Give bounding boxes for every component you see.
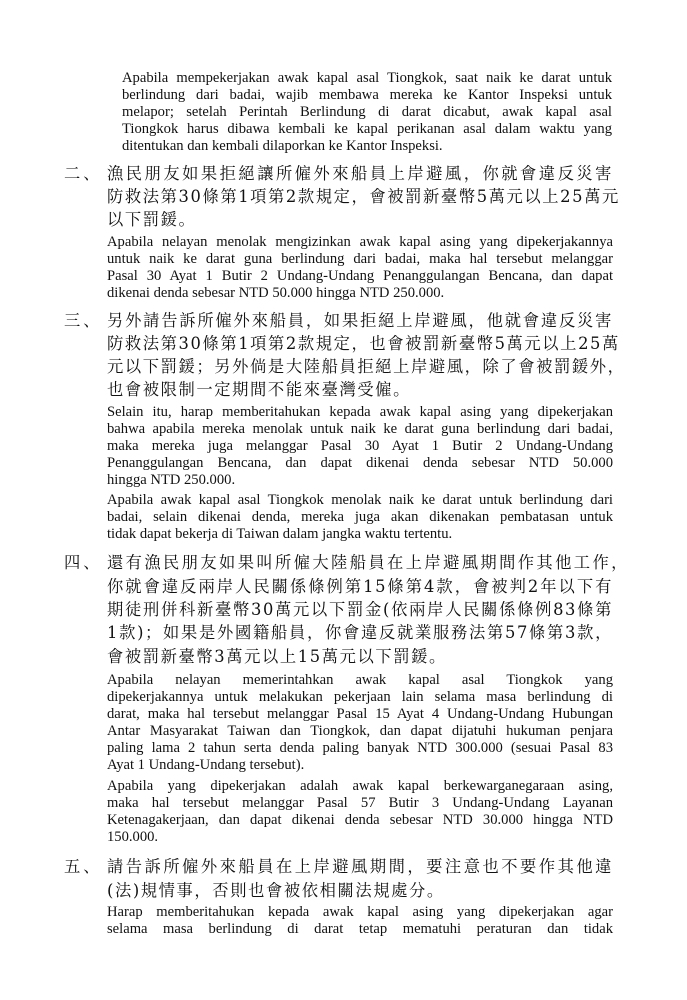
chinese-line: 防救法第30條第1項第2款規定，會被罰新臺幣5萬元以上25萬元 bbox=[107, 187, 620, 206]
item-marker: 五、 bbox=[64, 857, 103, 876]
chinese-line: 元以下罰鍰；另外倘是大陸船員拒絕上岸避風，除了會被罰鍰外， bbox=[107, 357, 626, 376]
chinese-line: 防救法第30條第1項第2款規定，也會被罰新臺幣5萬元以上25萬 bbox=[107, 334, 620, 353]
chinese-line: 請告訴所僱外來船員在上岸避風期間，要注意也不要作其他違 bbox=[107, 857, 613, 876]
text-line: hingga NTD 250.000. bbox=[107, 472, 236, 488]
chinese-line: 以下罰鍰。 bbox=[107, 210, 197, 229]
chinese-line: 期徒刑併科新臺幣30萬元以下罰金(依兩岸人民關係條例83條第 bbox=[107, 600, 613, 619]
item-marker: 二、 bbox=[64, 164, 103, 183]
text-line: melapor; setelah Perintah Berlindung di darat dicabut, awak kapal asal bbox=[122, 104, 612, 120]
text-line: Apabila nelayan memerintahkan awak kapal asal Tiongkok yang bbox=[107, 672, 613, 688]
chinese-line: 另外請告訴所僱外來船員，如果拒絕上岸避風，他就會違反災害 bbox=[107, 311, 613, 330]
text-line: tidak dapat bekerja di Taiwan dalam jangka waktu tertentu. bbox=[107, 526, 453, 542]
text-line: Antar Masyarakat Taiwan dan Tiongkok, dan dapat dijatuhi hukuman penjara bbox=[107, 723, 613, 739]
text-line: Ayat 1 Undang-Undang tersebut). bbox=[107, 757, 305, 773]
text-line: maka mereka juga melanggar Pasal 30 Ayat 1 Butir 2 Undang-Undang bbox=[107, 438, 613, 454]
text-line: ditentukan dan kembali dilaporkan ke Kantor Inspeksi. bbox=[122, 138, 443, 154]
text-line: dikenai denda sebesar NTD 50.000 hingga NTD 250.000. bbox=[107, 285, 445, 301]
text-line: berlindung dari badai, wajib membawa mereka ke Kantor Inspeksi untuk bbox=[122, 87, 612, 103]
item-marker: 三、 bbox=[64, 311, 103, 330]
text-line: Ketenagakerjaan, dan dapat dikenai denda sebesar NTD 30.000 hingga NTD bbox=[107, 812, 613, 828]
text-line: Harap memberitahukan kepada awak kapal asing yang dipekerjakan agar bbox=[107, 904, 613, 920]
text-line: paling lama 2 tahun serta denda paling banyak NTD 300.000 (sesuai Pasal 83 bbox=[107, 740, 613, 756]
text-line: untuk naik ke darat guna berlindung dari badai, maka hal tersebut melanggar bbox=[107, 251, 613, 267]
text-line: 150.000. bbox=[107, 829, 159, 845]
text-line: Apabila yang dipekerjakan adalah awak kapal berkewarganegaraan asing, bbox=[107, 778, 613, 794]
text-line: bahwa apabila mereka menolak untuk naik ke darat guna berlindung dari badai, bbox=[107, 421, 613, 437]
chinese-line: 漁民朋友如果拒絕讓所僱外來船員上岸避風，你就會違反災害 bbox=[107, 164, 613, 183]
chinese-line: 會被罰新臺幣3萬元以上15萬元以下罰鍰。 bbox=[107, 647, 447, 666]
text-line: Tiongkok harus dibawa kembali ke kapal perikanan asal dalam waktu yang bbox=[122, 121, 612, 137]
chinese-line: 也會被限制一定期間不能來臺灣受僱。 bbox=[107, 380, 411, 399]
text-line: badai, selain dikenai denda, mereka juga akan dikenakan pembatasan untuk bbox=[107, 509, 613, 525]
chinese-line: 還有漁民朋友如果叫所僱大陸船員在上岸避風期間作其他工作， bbox=[107, 553, 629, 572]
chinese-line: 1款)；如果是外國籍船員，你會違反就業服務法第57條第3款， bbox=[107, 623, 613, 642]
chinese-line: (法)規情事，否則也會被依相關法規處分。 bbox=[107, 881, 445, 900]
text-line: darat, maka hal tersebut melanggar Pasal 15 Ayat 4 Undang-Undang Hubungan bbox=[107, 706, 613, 722]
text-line: Apabila nelayan menolak mengizinkan awak kapal asing yang dipekerjakannya bbox=[107, 234, 613, 250]
chinese-line: 你就會違反兩岸人民關係條例第15條第4款，會被判2年以下有 bbox=[107, 577, 613, 596]
item-marker: 四、 bbox=[64, 553, 103, 572]
text-line: Apabila awak kapal asal Tiongkok menolak naik ke darat untuk berlindung dari bbox=[107, 492, 613, 508]
text-line: selama masa berlindung di darat tetap mematuhi peraturan dan tidak bbox=[107, 921, 613, 937]
text-line: Pasal 30 Ayat 1 Butir 2 Undang-Undang Penanggulangan Bencana, dan dapat bbox=[107, 268, 613, 284]
text-line: Penanggulangan Bencana, dan dapat dikenai denda sebesar NTD 50.000 bbox=[107, 455, 613, 471]
text-line: Apabila mempekerjakan awak kapal asal Tiongkok, saat naik ke darat untuk bbox=[122, 70, 612, 86]
text-line: dipekerjakannya untuk melakukan pekerjaan lain selama masa berlindung di bbox=[107, 689, 613, 705]
text-line: Selain itu, harap memberitahukan kepada awak kapal asing yang dipekerjakan bbox=[107, 404, 613, 420]
text-line: maka hal tersebut melanggar Pasal 57 Butir 3 Undang-Undang Layanan bbox=[107, 795, 613, 811]
